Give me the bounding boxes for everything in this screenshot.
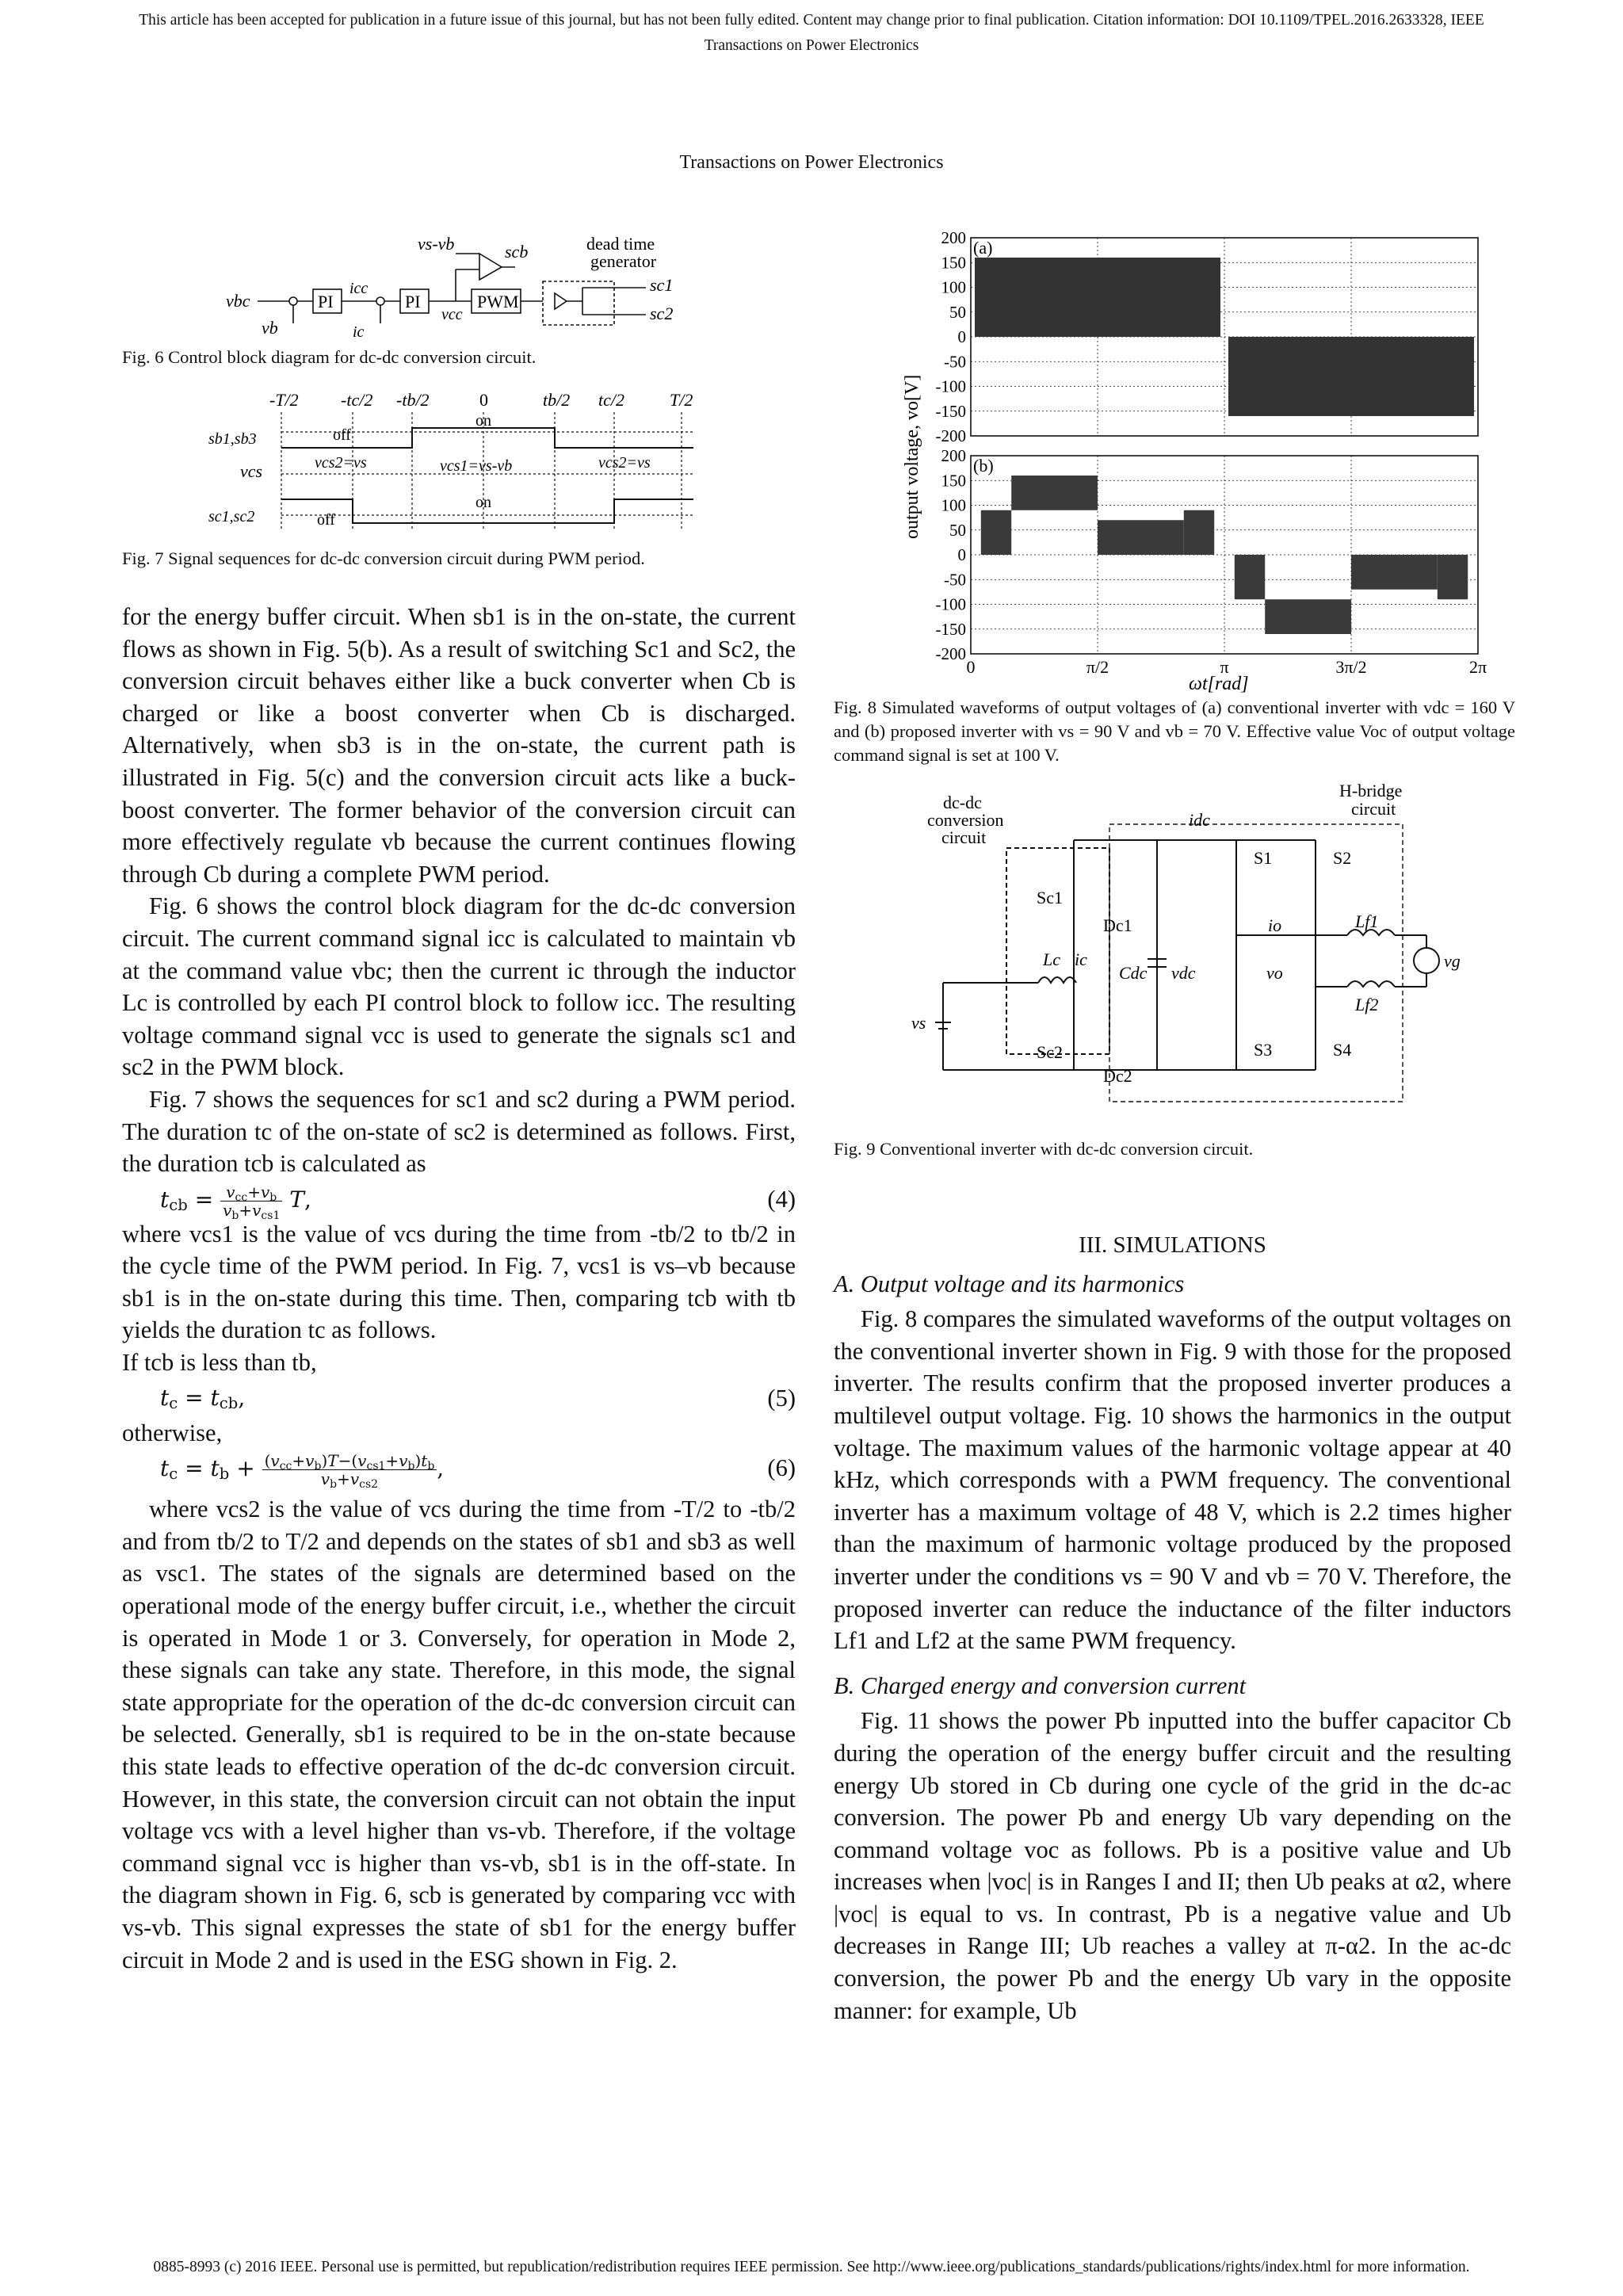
- fig8-xlabel: ωt[rad]: [1189, 674, 1249, 694]
- fig9-label: Lc: [1043, 949, 1060, 969]
- equation-4: $t_{cb}$ = $\frac{v_{cc}+v_b}{v_b+v_{cs1}}$ T, (4): [160, 1182, 796, 1222]
- fig9-label: conversion: [927, 810, 1004, 830]
- fig6-svg: [218, 226, 725, 345]
- equation-5: $t_c = t_{cb}$, (5): [122, 1379, 796, 1417]
- fig8-wave-b-segment: [1184, 510, 1214, 555]
- fig8-ytick: 150: [941, 253, 966, 273]
- fig9-label: Dc2: [1103, 1066, 1132, 1086]
- fig8-svg: [888, 230, 1506, 697]
- inductor-lc: [1038, 977, 1076, 983]
- fig7-annotation: off: [333, 426, 351, 444]
- fig9-label: Lf1: [1355, 911, 1379, 931]
- fig9-label: vg: [1444, 951, 1461, 971]
- fig6-label-pwm: PWM: [477, 292, 519, 311]
- fig6-caption: Fig. 6 Control block diagram for dc-dc conversion circuit.: [122, 347, 537, 367]
- paragraph: where vcs2 is the value of vcs during the time from -T/2 to -tb/2 and from tb/2 to T/2 and depends on the states of sb1 and sb3 as well as vsc1. The states of the signals are determined based on the operational mode of the energy buffer circuit, i.e., whether the circuit is operated in Mode 1 or 3. Conversely, for operation in Mode 2, these signals can take any state. Therefore, in this mode, the signal state appropriate for the operation of the dc-dc conversion circuit can be selected. Generally, sb1 is required to be in the on-state because this state leads to effective operation of the dc-dc conversion circuit. However, in this state, the conversion circuit can not obtain the input voltage vcs with a level higher than vs-vb. Therefore, if the voltage command signal vcc is higher than vs-vb, sb1 is in the off-state. In the diagram shown in Fig. 6, scb is generated by comparing vcc with vs-vb. This signal expresses the state of sb1 for the energy buffer circuit in Mode 2 and is used in the ESG shown in Fig. 2.: [122, 1496, 796, 1973]
- fig9-label: vdc: [1171, 963, 1196, 983]
- paragraph: otherwise,: [122, 1419, 223, 1446]
- fig8-ytick: -200: [935, 426, 966, 445]
- fig9-caption: Fig. 9 Conventional inverter with dc-dc conversion circuit.: [834, 1139, 1254, 1159]
- fig7-row-label: sc1,sc2: [208, 508, 255, 525]
- paragraph: Fig. 8 compares the simulated waveforms of the output voltages on the conventional inverter shown in Fig. 9 with those for the proposed inverter. The results confirm that the proposed inverter produces a multilevel output voltage. Fig. 10 shows the harmonics in the output voltage. The maximum values of the harmonic voltage appear at 40 kHz, which corresponds with a PWM frequency. The conventional inverter has a maximum voltage of 48 V, which is 2.2 times higher than the maximum of harmonic voltage produced by the proposed inverter under the conditions vs = 90 V and vb = 70 V. Therefore, the proposed inverter can reduce the inductance of the filter inductors Lf1 and Lf2 at the same PWM frequency.: [834, 1305, 1511, 1655]
- fig6-label-generator: generator: [590, 251, 657, 271]
- equation-number: (4): [767, 1185, 796, 1213]
- equation-6: $t_c = t_b$ + $\frac{(v_{cc}+v_b)T-(v_{cs1}+v_b)t_b}{v_b+v_{cs2}}$ , (6): [160, 1451, 796, 1492]
- fig9-label: circuit: [1351, 799, 1396, 819]
- paragraph: where vcs1 is the value of vcs during the time from -tb/2 to tb/2 in the cycle time of the PWM period. In Fig. 7, vcs1 is vs–vb because sb1 is in the on-state during this time. Then, comparing tcb with tb yields the duration tc as follows.: [122, 1220, 796, 1344]
- paragraph: If tcb is less than tb,: [122, 1349, 317, 1377]
- fig8-ytick: 0: [957, 327, 966, 346]
- fig7-row-label: sb1,sb3: [208, 430, 257, 448]
- fig7-annotation: vcs2=vs: [598, 454, 651, 472]
- left-column: [122, 601, 796, 1976]
- fig9-label: S1: [1254, 848, 1273, 868]
- fig8-chart: [888, 230, 1506, 697]
- fig7-annotation: vcs1=vs-vb: [440, 457, 513, 475]
- fig7-tick: 0: [479, 390, 488, 410]
- fig6-label-sc2: sc2: [650, 304, 674, 323]
- fig9-label: vo: [1266, 963, 1283, 983]
- section-title: III. SIMULATIONS: [1079, 1232, 1266, 1258]
- fig8-ytick: 200: [941, 446, 966, 465]
- fig8-wave-b-segment: [1438, 555, 1468, 599]
- fig9-label: S3: [1254, 1040, 1273, 1060]
- fig8-wave-b-segment: [1235, 555, 1265, 599]
- fig9-label: circuit: [941, 827, 987, 847]
- fig7-annotation: on: [475, 494, 491, 511]
- fig6-label-vcc: vcc: [441, 306, 463, 323]
- fig8-panel-a: (a): [973, 238, 993, 258]
- fig9-label: Sc2: [1037, 1042, 1063, 1062]
- fig8-ytick: -200: [935, 644, 966, 663]
- subsection-title-b: B. Charged energy and conversion current: [834, 1671, 1247, 1699]
- fig9-label: dc-dc: [943, 793, 982, 812]
- paragraph: Fig. 7 shows the sequences for sc1 and sc2 during a PWM period. The duration tc of the on-state of sc2 is determined as follows. First, the duration tcb is calculated as: [122, 1085, 796, 1178]
- fig8-panel-b: (b): [973, 456, 994, 476]
- fig7-diagram: [202, 388, 717, 539]
- fig9-label: vs: [911, 1013, 926, 1033]
- fig8-ytick: 100: [941, 277, 966, 297]
- fig8-axes: [936, 230, 1487, 677]
- fig8-ylabel: output voltage, vo[V]: [902, 374, 922, 539]
- fig8-ytick: 150: [941, 471, 966, 491]
- copyright-footer: 0885-8993 (c) 2016 IEEE. Personal use is permitted, but republication/redistribution requires IEEE permission. See http://www.ieee.org/publications_standards/publications/rights/index.html for more information.: [153, 2259, 1470, 2275]
- paragraph: Fig. 6 shows the control block diagram for the dc-dc conversion circuit. The current command signal icc is calculated to maintain vb at the command value vbc; then the current ic through the inductor Lc is controlled by each PI control block to follow icc. The resulting voltage command signal vcc is used to generate the signals sc1 and sc2 in the PWM block.: [122, 892, 796, 1081]
- fig8-xtick: 0: [966, 657, 976, 677]
- fig6-label-pi2: PI: [405, 292, 421, 311]
- fig8-ytick: -100: [935, 376, 966, 396]
- fig6-label-vs-vb: vs-vb: [418, 234, 455, 254]
- sum-junction-2: [376, 297, 384, 305]
- right-column: [834, 1215, 1511, 2027]
- fig7-caption: Fig. 7 Signal sequences for dc-dc conversion circuit during PWM period.: [122, 548, 645, 568]
- fig8-xtick: π: [1220, 657, 1229, 677]
- sum-junction-1: [289, 297, 297, 305]
- fig8-wave-a-negative: [1228, 337, 1474, 416]
- fig8-ytick: -50: [944, 352, 966, 372]
- fig8-ytick: -150: [935, 401, 966, 421]
- fig8-wave-b-segment: [1351, 555, 1438, 590]
- paragraph: for the energy buffer circuit. When sb1 is in the on-state, the current flows as shown in Fig. 5(b). As a result of switching Sc1 and Sc2, the conversion circuit behaves either like a buck converter when Cb is charged or like a boost converter when Cb is discharged. Alternatively, when sb3 is in the on-state, the current path is illustrated in Fig. 5(c) and the conversion circuit acts like a buck-boost converter. The former behavior of the conversion circuit can more effectively regulate vb because the current continues flowing through Cb during a complete PWM period.: [122, 603, 796, 888]
- fig6-label-icc: icc: [349, 280, 369, 297]
- fig8-wave-a-positive: [975, 258, 1220, 337]
- fig6-label-dead-time: dead time: [586, 234, 655, 254]
- fig6-label-vbc: vbc: [226, 291, 250, 311]
- fig9-circuit: [896, 777, 1474, 1117]
- fig8-ytick: 100: [941, 495, 966, 515]
- fig9-label: Lf2: [1355, 995, 1379, 1014]
- fig9-label: Dc1: [1103, 915, 1132, 935]
- fig9-label: S4: [1333, 1040, 1352, 1060]
- fig6-label-vb: vb: [262, 318, 278, 338]
- fig6-label-ic: ic: [353, 323, 365, 341]
- fig7-tick: T/2: [670, 390, 693, 410]
- fig6-label-sc1: sc1: [650, 275, 674, 295]
- comparator: [479, 254, 502, 280]
- fig8-ytick: -150: [935, 619, 966, 639]
- journal-title: Transactions on Power Electronics: [679, 152, 944, 173]
- fig8-ytick: 50: [949, 302, 966, 322]
- fig7-annotation: vcs2=vs: [315, 454, 367, 472]
- fig8-xtick: π/2: [1086, 657, 1109, 677]
- fig9-label: io: [1268, 915, 1282, 935]
- fig7-tick: tc/2: [598, 390, 624, 410]
- fig7-annotation: on: [475, 412, 491, 430]
- fig8-ytick: 0: [957, 545, 966, 564]
- fig8-ytick: -100: [935, 594, 966, 614]
- fig8-ytick: -50: [944, 570, 966, 590]
- subsection-title-a: A. Output voltage and its harmonics: [834, 1270, 1185, 1297]
- fig8-wave-b-segment: [1098, 520, 1184, 555]
- fig9-label: S2: [1333, 848, 1352, 868]
- fig8-caption: Fig. 8 Simulated waveforms of output voltages of (a) conventional inverter with vdc = 160 V and (b) proposed inverter with vs = 90 V and vb = 70 V. Effective value Voc of output voltage command signal is set at 100 V.: [834, 697, 1515, 765]
- fig7-tick: -tb/2: [396, 390, 430, 410]
- fig6-label-pi1: PI: [318, 292, 334, 311]
- equation-number: (6): [767, 1454, 796, 1482]
- fig8-wave-b-segment: [1011, 476, 1098, 510]
- fig7-svg: [202, 388, 717, 539]
- fig8-xtick: 3π/2: [1335, 657, 1367, 677]
- fig7-tick: -T/2: [269, 390, 299, 410]
- fig6-diagram: [218, 226, 725, 345]
- fig7-tick: -tc/2: [341, 390, 373, 410]
- fig9-svg: [896, 777, 1474, 1117]
- fig7-tick: tb/2: [543, 390, 571, 410]
- fig8-ytick: 200: [941, 230, 966, 247]
- fig8-ytick: 50: [949, 520, 966, 540]
- fig8-wave-b-segment: [1265, 599, 1351, 634]
- fig9-label: Sc1: [1037, 888, 1063, 907]
- fig9-label: Cdc: [1119, 963, 1148, 983]
- fig9-label: idc: [1189, 810, 1210, 830]
- fig8-xtick: 2π: [1468, 657, 1487, 677]
- paragraph: Fig. 11 shows the power Pb inputted into the buffer capacitor Cb during the operation of the energy buffer circuit and the resulting energy Ub stored in Cb during one cycle of the grid in the dc-ac conversion. The power Pb and energy Ub vary depending on the command voltage voc as follows. Pb is a positive value and Ub increases when |voc| is in Ranges I and II; then Ub peaks at α2, where |voc| is equal to vs. In contrast, Pb is a negative value and Ub decreases in Range III; Ub reaches a valley at π-α2. In the ac-dc conversion, the power Pb and the energy Ub vary in the opposite manner: for example, Ub: [834, 1707, 1511, 2024]
- fig9-label: ic: [1075, 949, 1087, 969]
- accepted-notice-line2: Transactions on Power Electronics: [704, 37, 919, 54]
- fig8-wave-b-segment: [981, 510, 1011, 555]
- fig6-label-scb: scb: [505, 242, 529, 262]
- grid-source: [1414, 948, 1439, 973]
- accepted-notice-line1: This article has been accepted for publication in a future issue of this journal, but has not been fully edited. Content may change prior to final publication. Citation information: DOI 10.1109/TPEL.2016.2633328, IEEE: [139, 12, 1484, 29]
- fig9-label: H-bridge: [1339, 781, 1403, 800]
- equation-number: (5): [767, 1384, 796, 1412]
- fig7-row-label: vcs: [240, 461, 263, 481]
- accepted-notice: [0, 8, 1623, 59]
- fig7-annotation: off: [317, 511, 335, 529]
